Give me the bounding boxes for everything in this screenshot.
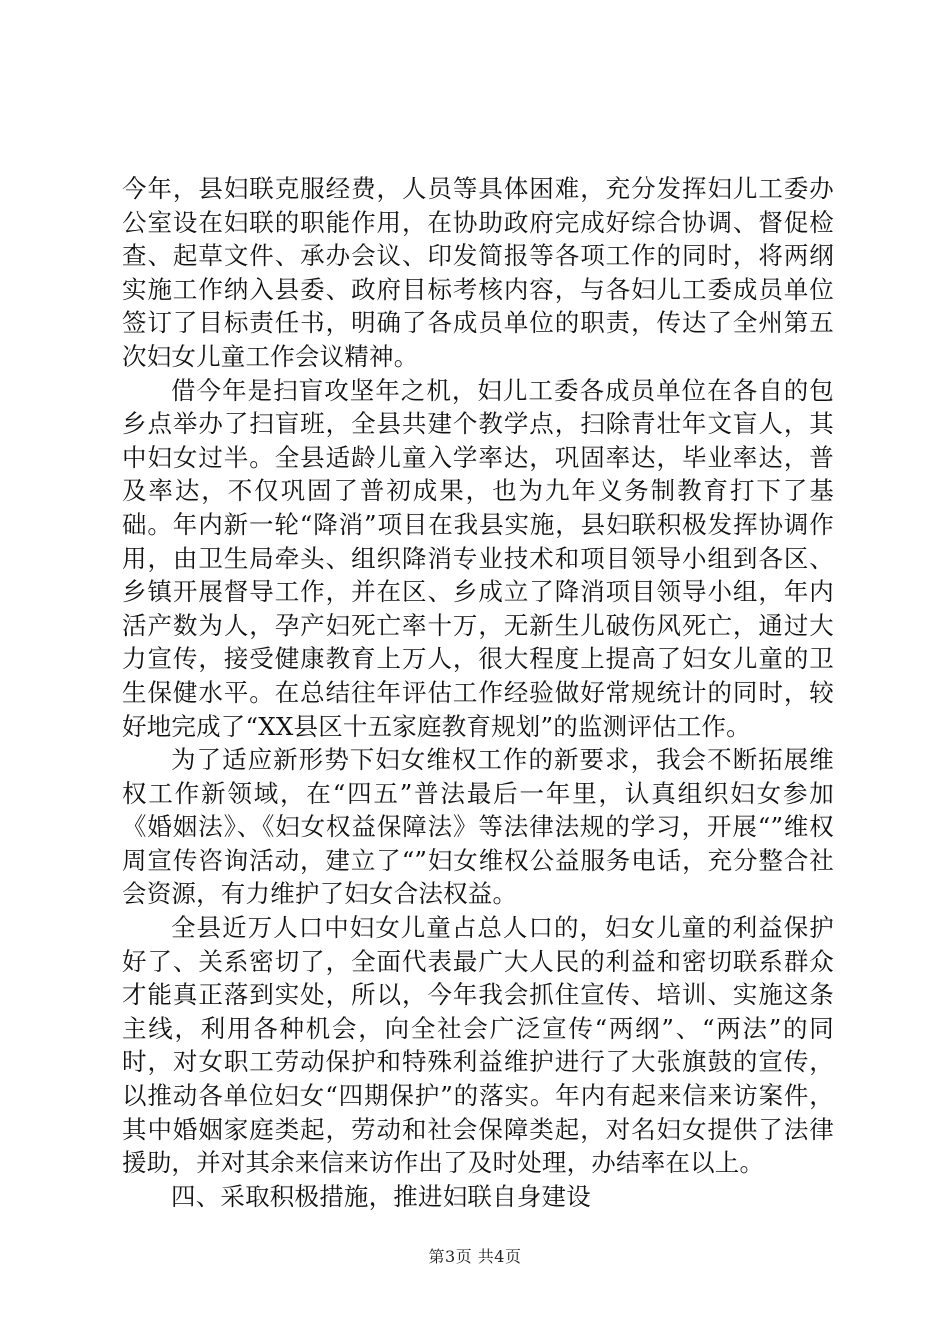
document-body: [122, 172, 834, 1213]
paragraph-2: 借今年是扫盲攻坚年之机，妇儿工委各成员单位在各自的包乡点举办了扫盲班，全县共建个教学点，扫除青壮年文盲人，其中妇女过半。全县适龄儿童入学率达，巩固率达，毕业率达，普及率达，不仅巩固了普初成果，也为九年义务制教育打下了基础。年内新一轮“降消”项目在我县实施，县妇联积极发挥协调作用，由卫生局牵头、组织降消专业技术和项目领导小组到各区、乡镇开展督导工作，并在区、乡成立了降消项目领导小组，年内活产数为人，孕产妇死亡率十万，无新生儿破伤风死亡，通过大力宣传，接受健康教育上万人，很大程度上提高了妇女儿童的卫生保健水平。在总结往年评估工作经验做好常规统计的同时，较好地完成了“XX县区十五家庭教育规划”的监测评估工作。: [122, 375, 834, 741]
paragraph-3: 为了适应新形势下妇女维权工作的新要求，我会不断拓展维权工作新领域，在“四五”普法最后一年里，认真组织妇女参加《婚姻法》、《妇女权益保障法》等法律法规的学习，开展“”维权周宣传咨询活动，建立了“”妇女维权公益服务电话，充分整合社会资源，有力维护了妇女合法权益。: [122, 745, 834, 909]
section-heading: 四、采取积极措施，推进妇联自身建设: [171, 1181, 591, 1211]
paragraph-4: 全县近万人口中妇女儿童占总人口的，妇女儿童的利益保护好了、关系密切了，全面代表最广大人民的利益和密切联系群众才能真正落到实处，所以，今年我会抓住宣传、培训、实施这条主线，利用各种机会，向全社会广泛宣传“两纲”、“两法”的同时，对女职工劳动保护和特殊利益维护进行了大张旗鼓的宣传，以推动各单位妇女“四期保护”的落实。年内有起来信来访案件，其中婚姻家庭类起，劳动和社会保障类起，对名妇女提供了法律援助，并对其余来信来访作出了及时处理，办结率在以上。: [122, 913, 834, 1178]
paragraph-1: 今年，县妇联克服经费，人员等具体困难，充分发挥妇儿工委办公室设在妇联的职能作用，在协助政府完成好综合协调、督促检查、起草文件、承办会议、印发简报等各项工作的同时，将两纲实施工作纳入县委、政府目标考核内容，与各妇儿工委成员单位签订了目标责任书，明确了各成员单位的职责，传达了全州第五次妇女儿童工作会议精神。: [122, 174, 834, 371]
page-number-footer: 第3页 共4页: [428, 1247, 522, 1266]
